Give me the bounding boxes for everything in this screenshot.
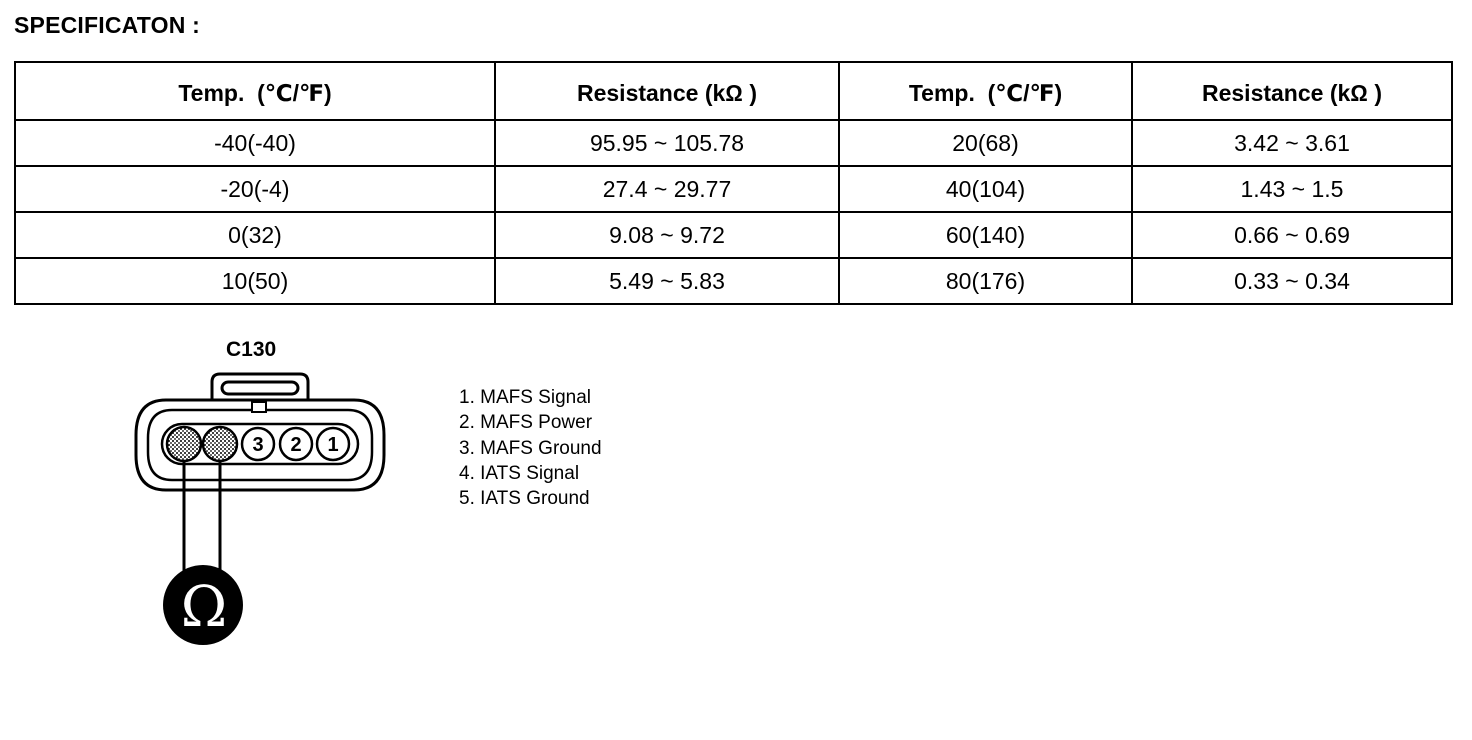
pin-legend-item: 4. IATS Signal: [459, 462, 580, 484]
pin-legend-item: 2. MAFS Power: [459, 412, 593, 434]
ohm-symbol: Ω: [180, 575, 228, 640]
table-cell: 0.33 ~ 0.34: [1132, 258, 1452, 304]
pin-legend: [459, 385, 602, 511]
table-cell: -20(-4): [15, 166, 495, 212]
table-cell: 60(140): [839, 212, 1132, 258]
header-resistance-1: Resistance (kΩ ): [495, 62, 839, 120]
table-cell: 40(104): [839, 166, 1132, 212]
ohmmeter-icon: [163, 565, 243, 645]
table-cell: 95.95 ~ 105.78: [495, 120, 839, 166]
table-cell: 20(68): [839, 120, 1132, 166]
connector-diagram: [120, 360, 400, 650]
header-resistance-2: Resistance (kΩ ): [1132, 62, 1452, 120]
connector-latch: [212, 374, 308, 400]
pin-2-number: 2: [290, 434, 302, 456]
table-row: [15, 258, 1452, 304]
table-cell: 1.43 ~ 1.5: [1132, 166, 1452, 212]
table-cell: 80(176): [839, 258, 1132, 304]
table-cell: 3.42 ~ 3.61: [1132, 120, 1452, 166]
specification-table: [14, 61, 1453, 305]
table-cell: 0.66 ~ 0.69: [1132, 212, 1452, 258]
table-cell: -40(-40): [15, 120, 495, 166]
table-cell: 0(32): [15, 212, 495, 258]
table-row: [15, 166, 1452, 212]
pin-1-number: 1: [327, 434, 339, 456]
pin-5: [167, 427, 201, 461]
table-row: [15, 212, 1452, 258]
table-cell: 9.08 ~ 9.72: [495, 212, 839, 258]
pin-4: [203, 427, 237, 461]
pin-legend-item: 5. IATS Ground: [459, 488, 590, 510]
header-temp-2: Temp. (℃/℉): [839, 62, 1132, 120]
table-header-row: [15, 62, 1452, 120]
table-cell: 5.49 ~ 5.83: [495, 258, 839, 304]
pin-3-number: 3: [252, 434, 264, 456]
pin-legend-item: 3. MAFS Ground: [459, 437, 602, 459]
spec-title: SPECIFICATON :: [14, 12, 200, 38]
table-cell: 10(50): [15, 258, 495, 304]
table-cell: 27.4 ~ 29.77: [495, 166, 839, 212]
header-temp-1: Temp. (℃/℉): [15, 62, 495, 120]
pin-legend-item: 1. MAFS Signal: [459, 387, 591, 408]
table-row: [15, 120, 1452, 166]
connector-label: C130: [226, 338, 277, 361]
